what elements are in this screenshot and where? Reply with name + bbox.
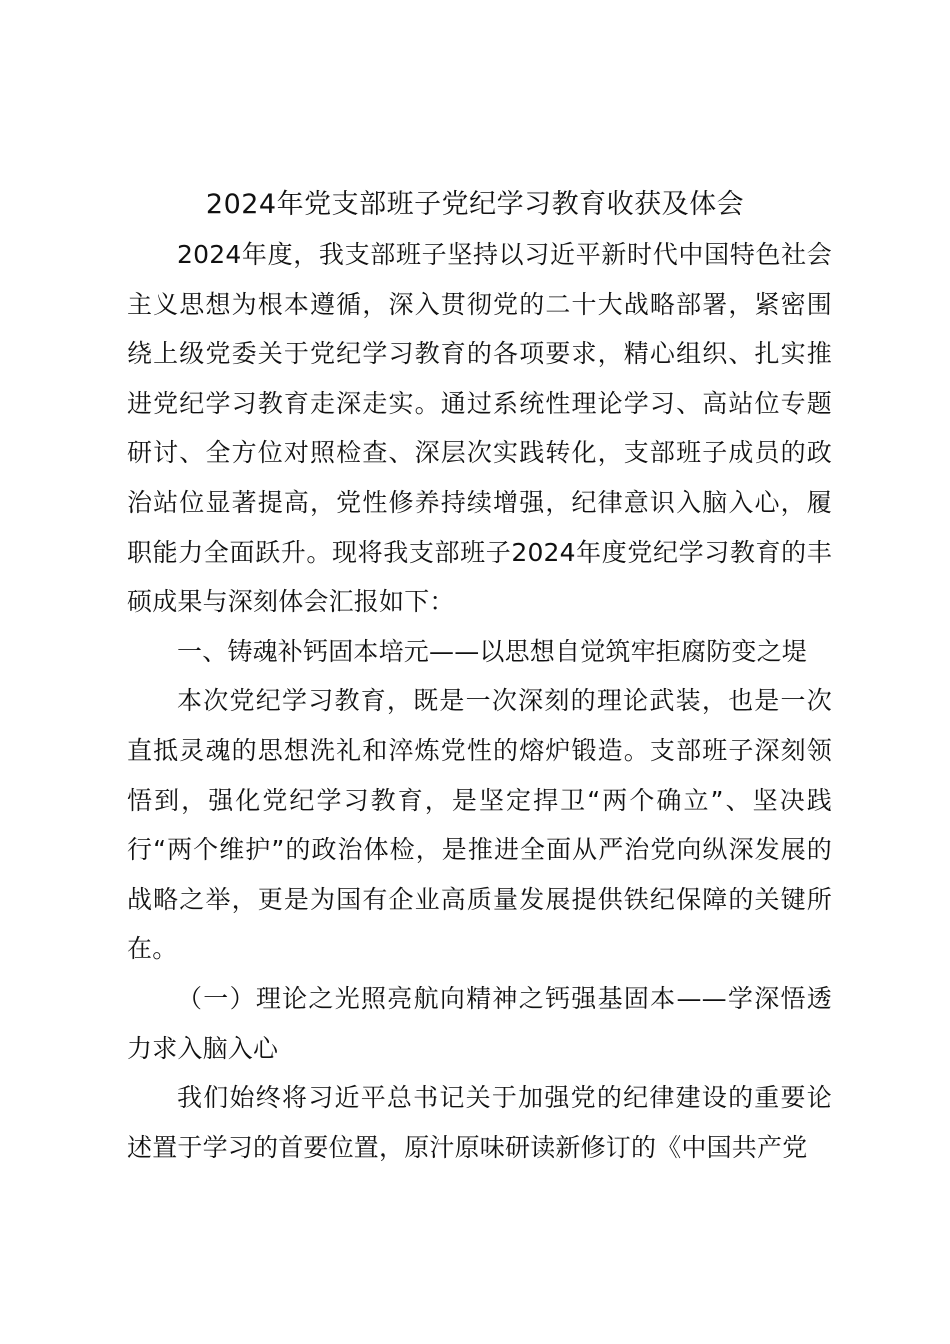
intro-paragraph: 2024年度，我支部班子坚持以习近平新时代中国特色社会主义思想为根本遵循，深入贯彻党的二十大战略部署，紧密围绕上级党委关于党纪学习教育的各项要求，精心组织、扎实推进党纪学习教育走深走实。通过系统性理论学习、高站位专题研讨、全方位对照检查、深层次实践转化，支部班子成员的政治站位显著提高，党性修养持续增强，纪律意识入脑入心，履职能力全面跃升。现将我支部班子2024年度党纪学习教育的丰硕成果与深刻体会汇报如下：	[127, 240, 832, 617]
document-body	[127, 230, 832, 1172]
document-title: 2024年党支部班子党纪学习教育收获及体会	[205, 189, 745, 220]
subsection-paragraph: 我们始终将习近平总书记关于加强党的纪律建设的重要论述置于学习的首要位置，原汁原味研读新修订的《中国共产党	[127, 1083, 832, 1162]
section-paragraph: 本次党纪学习教育，既是一次深刻的理论武装，也是一次直抵灵魂的思想洗礼和淬炼党性的熔炉锻造。支部班子深刻领悟到，强化党纪学习教育，是坚定捍卫“两个确立”、坚决践行“两个维护”的政治体检，是推进全面从严治党向纵深发展的战略之举，更是为国有企业高质量发展提供铁纪保障的关键所在。	[127, 686, 832, 964]
subsection-heading: （一）理论之光照亮航向精神之钙强基固本——学深悟透力求入脑入心	[127, 983, 832, 1063]
section-heading: 一、铸魂补钙固本培元——以思想自觉筑牢拒腐防变之堤	[177, 636, 808, 666]
